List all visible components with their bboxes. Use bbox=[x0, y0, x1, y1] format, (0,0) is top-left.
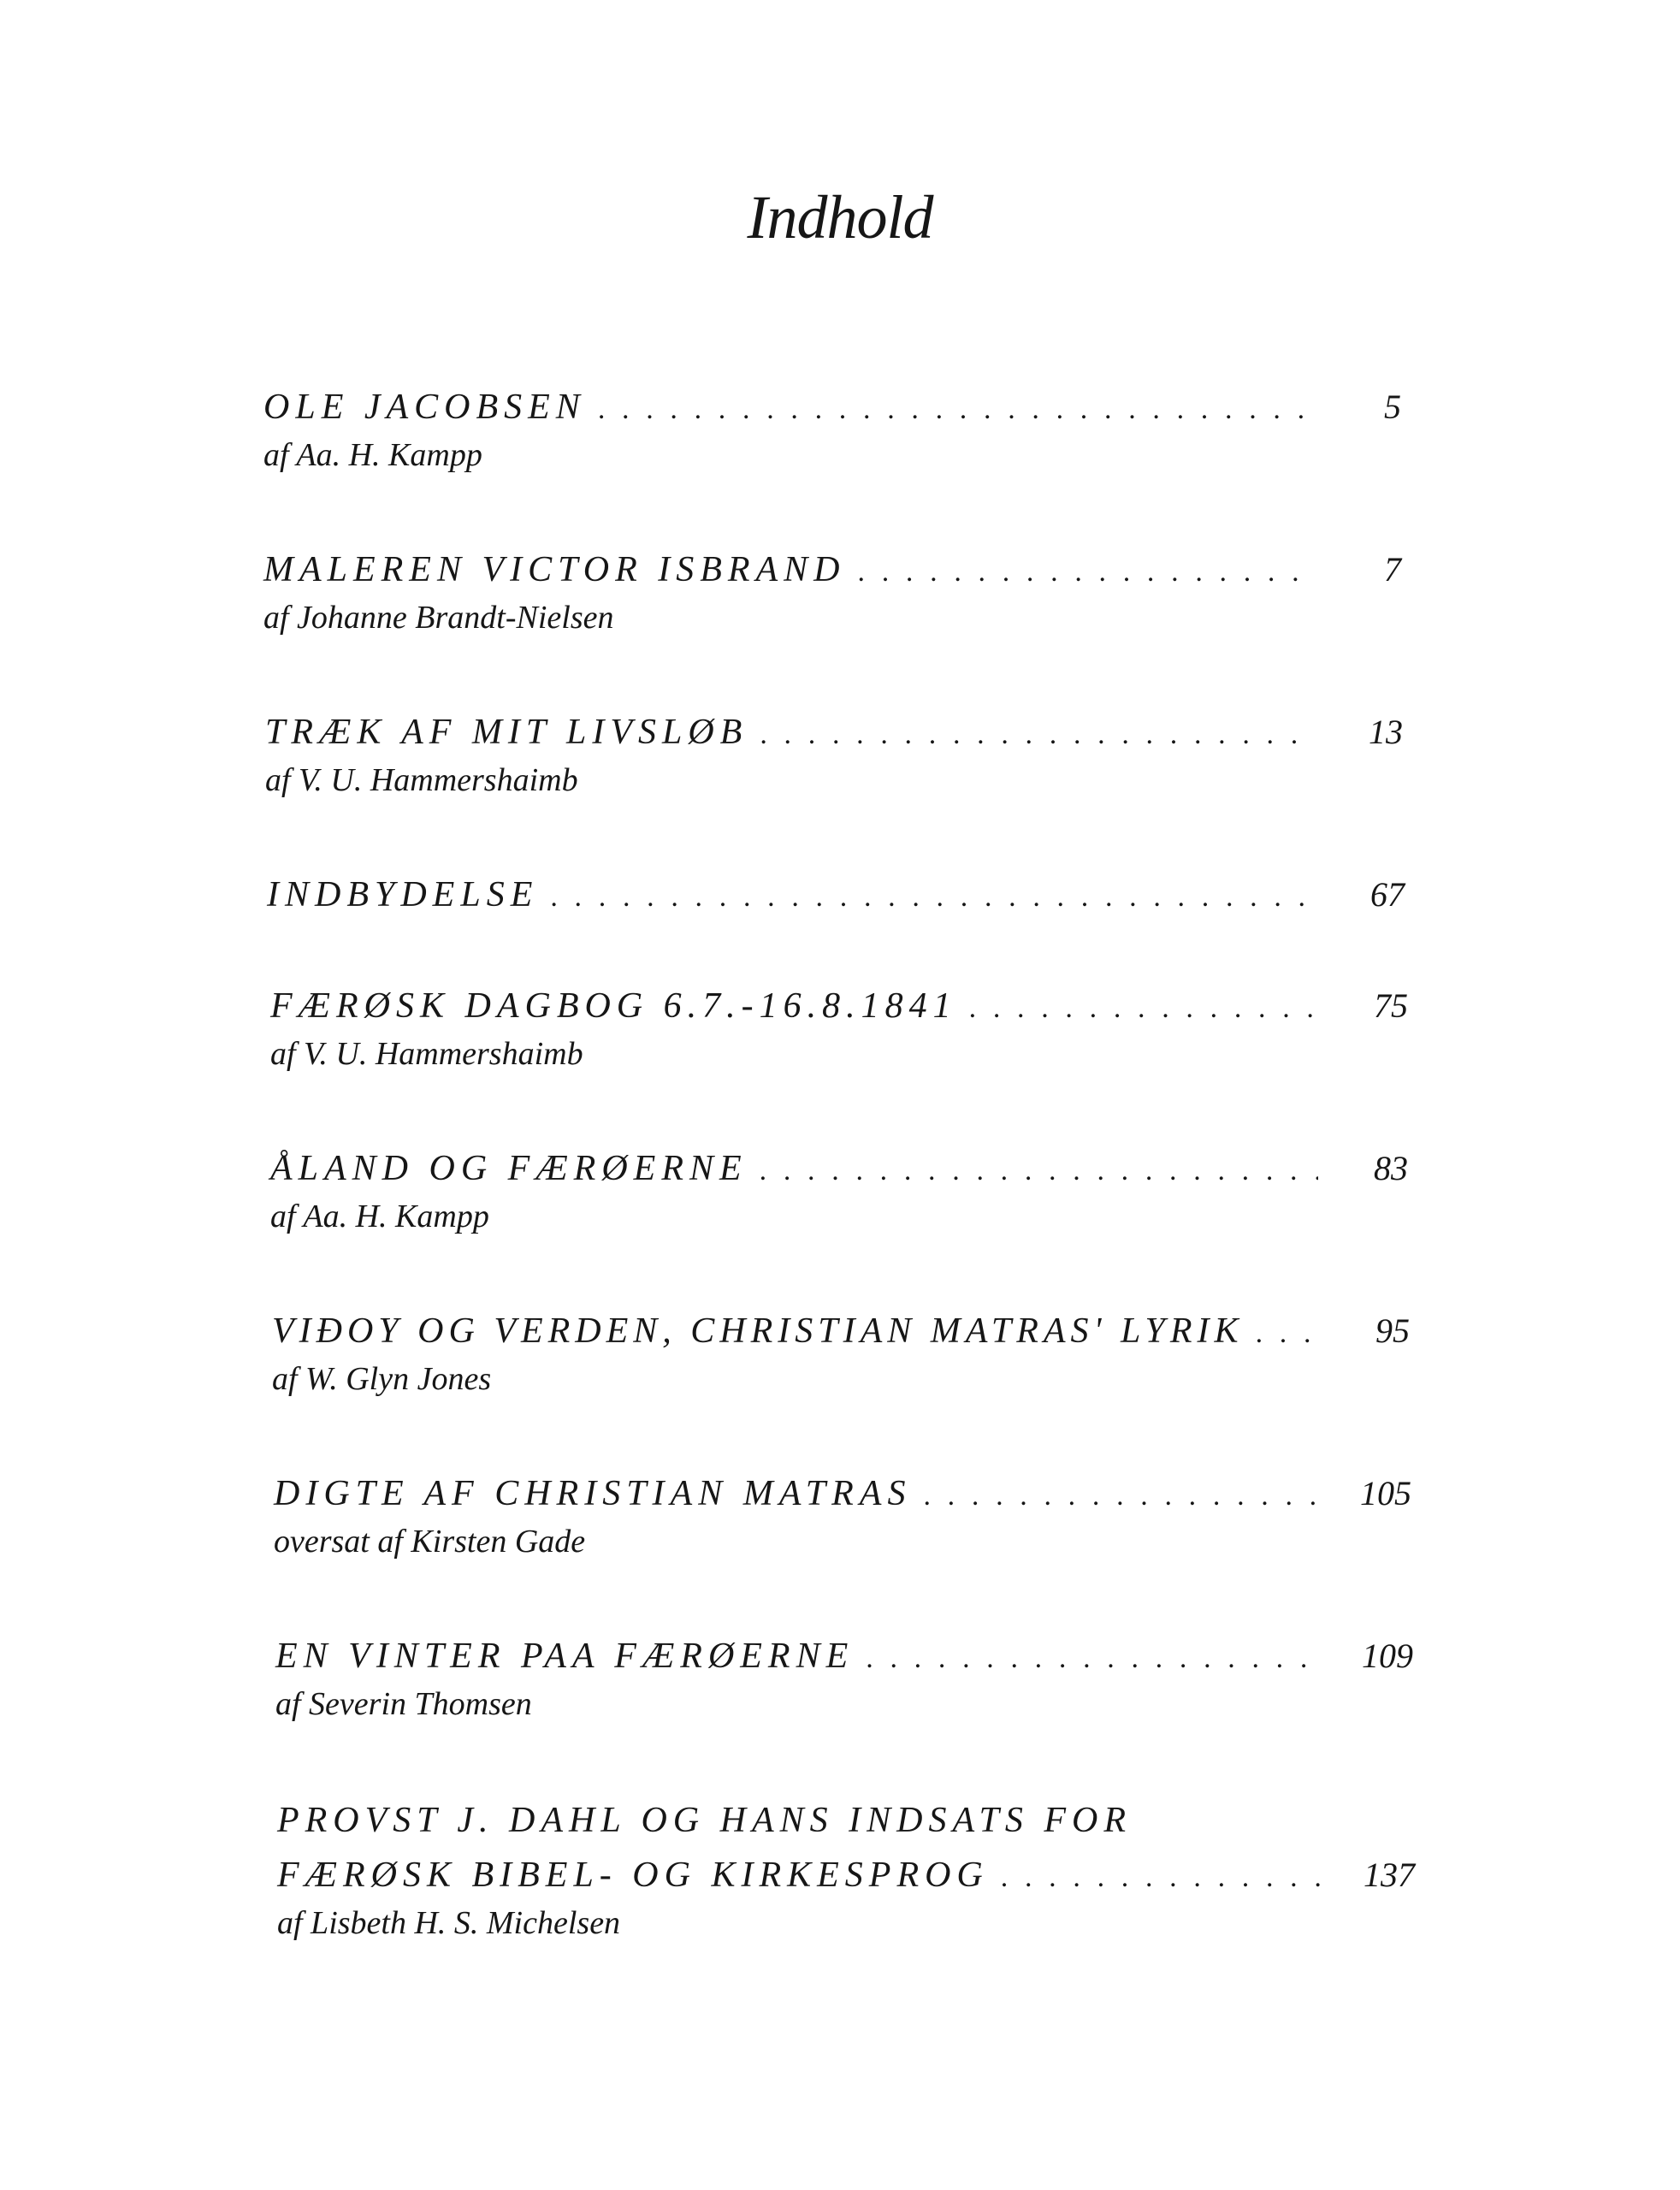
toc-entry bbox=[277, 1795, 1415, 1944]
toc-entry-author: af W. Glyn Jones bbox=[272, 1361, 492, 1397]
toc-entry-title: DIGTE AF CHRISTIAN MATRAS bbox=[274, 1474, 912, 1513]
toc-entry-title: OLE JACOBSEN bbox=[263, 388, 586, 427]
toc-entry-page-number: 137 bbox=[1364, 1856, 1415, 1894]
toc-entry-title: ÅLAND OG FÆRØERNE bbox=[270, 1149, 748, 1188]
toc-entry-title-continued: FÆRØSK BIBEL- OG KIRKESPROG bbox=[277, 1856, 989, 1895]
dot-leader bbox=[598, 384, 1311, 435]
toc-entry-line bbox=[274, 1468, 1411, 1519]
toc-entry-author: af Aa. H. Kampp bbox=[270, 1199, 489, 1234]
toc-entry-title: EN VINTER PAA FÆRØERNE bbox=[275, 1637, 855, 1676]
toc-entry-author: af Johanne Brandt-Nielsen bbox=[263, 600, 614, 636]
toc-entry bbox=[270, 980, 1408, 1074]
toc-entry-line bbox=[277, 1795, 1415, 1846]
toc-entry-line bbox=[263, 382, 1401, 433]
page-title: Indhold bbox=[747, 183, 933, 252]
toc-entry bbox=[275, 1631, 1413, 1725]
toc-entry-title: PROVST J. DAHL OG HANS INDSATS FOR bbox=[277, 1801, 1133, 1840]
toc-entry bbox=[263, 382, 1401, 476]
toc-entry-page-number: 105 bbox=[1360, 1474, 1411, 1512]
toc-entry bbox=[265, 707, 1403, 801]
toc-entry-author: af V. U. Hammershaimb bbox=[270, 1036, 583, 1072]
dot-leader bbox=[760, 1145, 1318, 1197]
toc-entry bbox=[274, 1468, 1411, 1562]
toc-entry-title: INDBYDELSE bbox=[267, 875, 539, 914]
toc-entry-line bbox=[265, 707, 1403, 758]
toc-entry-line bbox=[267, 869, 1405, 920]
dot-leader bbox=[866, 1633, 1323, 1684]
toc-entry-line bbox=[277, 1850, 1415, 1901]
toc-entry-author: oversat af Kirsten Gade bbox=[274, 1524, 586, 1560]
toc-entry-title: FÆRØSK DAGBOG 6.7.-16.8.1841 bbox=[270, 986, 957, 1026]
toc-entry-line bbox=[270, 1143, 1408, 1194]
toc-entry-page-number: 75 bbox=[1374, 986, 1408, 1025]
dot-leader bbox=[760, 709, 1313, 761]
toc-entry bbox=[272, 1305, 1410, 1400]
toc-entry-line bbox=[272, 1305, 1410, 1357]
toc-entry-line bbox=[275, 1631, 1413, 1682]
toc-entry-title: TRÆK AF MIT LIVSLØB bbox=[265, 713, 748, 752]
toc-entry-page-number: 13 bbox=[1369, 713, 1403, 751]
dot-leader bbox=[969, 983, 1318, 1034]
toc-entry bbox=[270, 1143, 1408, 1237]
toc-entry-page-number: 67 bbox=[1370, 875, 1405, 914]
toc-entry bbox=[267, 869, 1405, 920]
dot-leader bbox=[1256, 1308, 1320, 1359]
toc-entry bbox=[263, 544, 1401, 638]
dot-leader bbox=[858, 547, 1311, 598]
toc-entry-line bbox=[270, 980, 1408, 1032]
toc-entry-author: af V. U. Hammershaimb bbox=[265, 762, 578, 798]
toc-entry-page-number: 95 bbox=[1375, 1311, 1410, 1350]
toc-entry-title: VIÐOY OG VERDEN, CHRISTIAN MATRAS' LYRIK bbox=[272, 1311, 1244, 1351]
dot-leader bbox=[923, 1471, 1322, 1522]
toc-entry-author: af Aa. H. Kampp bbox=[263, 437, 482, 473]
toc-entry-page-number: 5 bbox=[1384, 388, 1401, 426]
toc-entry-author: af Severin Thomsen bbox=[275, 1686, 532, 1722]
toc-entry-title: MALEREN VICTOR ISBRAND bbox=[263, 550, 846, 589]
dot-leader bbox=[550, 872, 1315, 923]
toc-entry-line bbox=[263, 544, 1401, 595]
toc-entry-page-number: 83 bbox=[1374, 1149, 1408, 1187]
dot-leader bbox=[1001, 1852, 1325, 1903]
toc-entry-page-number: 7 bbox=[1384, 550, 1401, 589]
toc-entry-page-number: 109 bbox=[1362, 1637, 1413, 1675]
toc-entry-author: af Lisbeth H. S. Michelsen bbox=[277, 1905, 621, 1941]
